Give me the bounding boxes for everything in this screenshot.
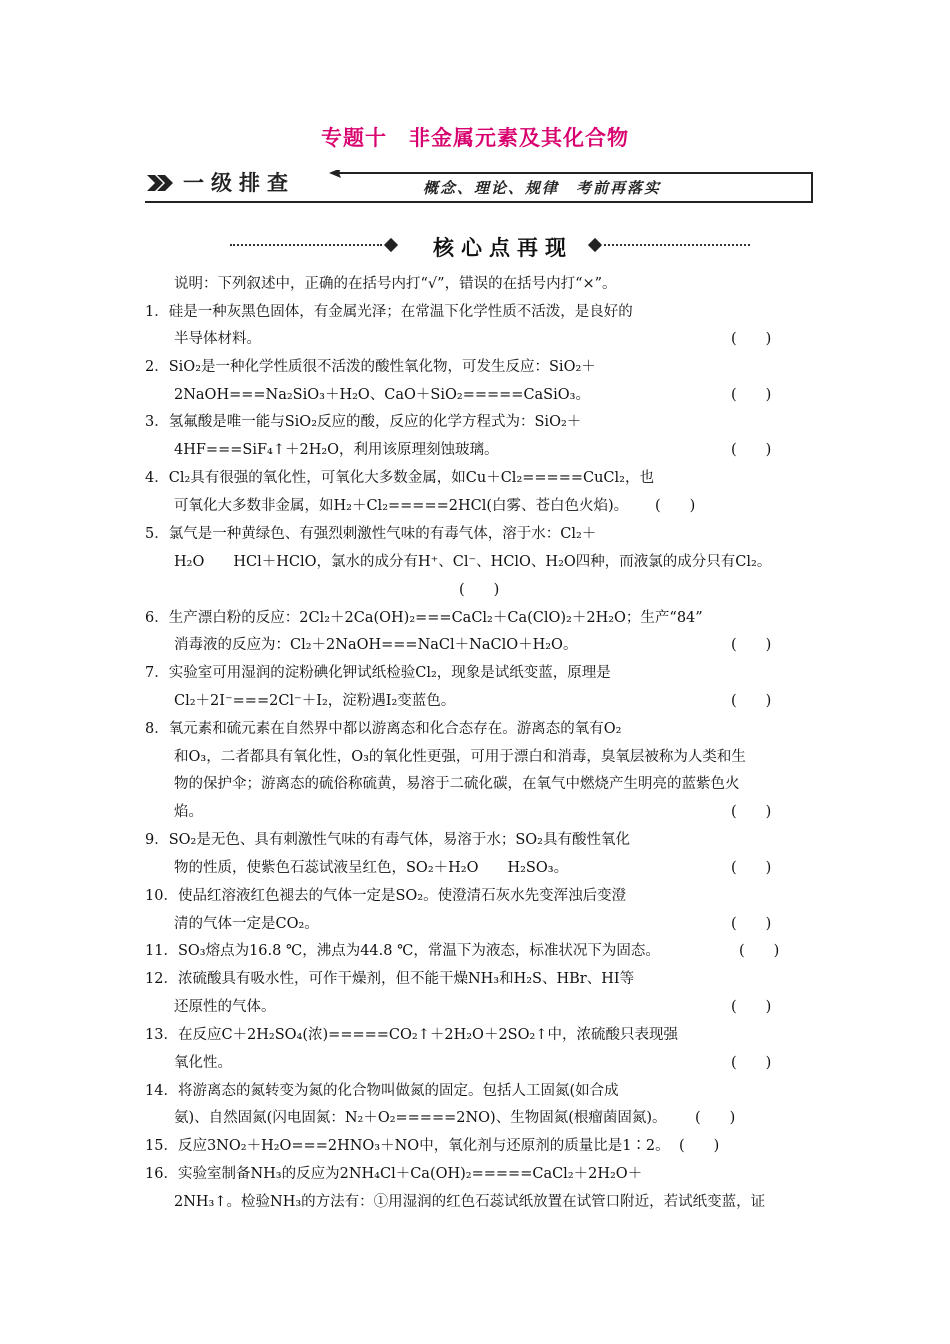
list-item: 1．硅是一种灰黑色固体，有金属光泽；在常温下化学性质不活泼，是良好的	[145, 304, 633, 320]
list-item-continuation: Cl₂＋2I⁻===2Cl⁻＋I₂，淀粉遇I₂变蓝色。	[174, 693, 456, 709]
list-item: 8．氧元素和硫元素在自然界中都以游离态和化合态存在。游离态的氧有O₂	[145, 721, 622, 737]
answer-blank[interactable]: ( )	[731, 1055, 772, 1071]
list-item: 6．生产漂白粉的反应：2Cl₂＋2Ca(OH)₂===CaCl₂＋Ca(ClO)₂＋2H₂O；生产“84”	[145, 610, 703, 626]
list-item-continuation: 可氧化大多数非金属，如H₂＋Cl₂=====2HCl(白雾、苍白色火焰)。	[174, 498, 629, 514]
list-item-continuation: 消毒液的反应为：Cl₂＋2NaOH===NaCl＋NaClO＋H₂O。	[174, 637, 578, 653]
list-item-continuation: 2NaOH===Na₂SiO₃＋H₂O、CaO＋SiO₂=====CaSiO₃。	[174, 387, 590, 403]
answer-blank[interactable]: ( )	[731, 637, 772, 653]
list-item-continuation: 4HF===SiF₄↑＋2H₂O，利用该原理刻蚀玻璃。	[174, 442, 499, 458]
list-item: 13．在反应C＋2H₂SO₄(浓)=====CO₂↑＋2H₂O＋2SO₂↑中，浓硫酸只表现强	[145, 1027, 678, 1043]
diamond-icon	[384, 238, 398, 252]
list-item-continuation: 物的保护伞；游离态的硫俗称硫黄，易溶于二硫化碳，在氧气中燃烧产生明亮的蓝紫色火	[174, 776, 740, 792]
answer-blank[interactable]: ( )	[731, 331, 772, 347]
list-item: 4．Cl₂具有很强的氧化性，可氧化大多数金属，如Cu＋Cl₂=====CuCl₂，也	[145, 470, 654, 486]
answer-blank[interactable]: ( )	[695, 1110, 736, 1126]
list-item: 12．浓硫酸具有吸水性，可作干燥剂，但不能干燥NH₃和H₂S、HBr、HI等	[145, 971, 635, 987]
list-item-continuation: 物的性质，使紫色石蕊试液呈红色，SO₂＋H₂O H₂SO₃。	[174, 860, 569, 876]
list-item: 5．氯气是一种黄绿色、有强烈刺激性气味的有毒气体，溶于水：Cl₂＋	[145, 526, 597, 542]
list-item: 14．将游离态的氮转变为氮的化合物叫做氮的固定。包括人工固氮(如合成	[145, 1083, 619, 1099]
list-item-continuation: 氧化性。	[174, 1055, 232, 1071]
list-item-continuation: 半导体材料。	[174, 331, 261, 347]
level-banner	[145, 170, 813, 204]
list-item: 11．SO₃熔点为16.8 ℃，沸点为44.8 ℃，常温下为液态，标准状况下为固态。	[145, 943, 660, 959]
section-title: 核心点再现	[433, 236, 573, 260]
answer-blank[interactable]: ( )	[731, 442, 772, 458]
answer-blank[interactable]: ( )	[731, 693, 772, 709]
list-item-continuation: H₂O HCl＋HClO，氯水的成分有H⁺、Cl⁻、HClO、H₂O四种，而液氯的成分只有Cl₂。	[174, 554, 772, 570]
list-item: 15．反应3NO₂＋H₂O===2HNO₃＋NO中，氧化剂与还原剂的质量比是1∶2。	[145, 1138, 670, 1154]
instructions: 说明：下列叙述中，正确的在括号内打“√”，错误的在括号内打“×”。	[174, 276, 617, 292]
answer-blank[interactable]: ( )	[459, 582, 500, 598]
list-item: 7．实验室可用湿润的淀粉碘化钾试纸检验Cl₂，现象是试纸变蓝，原理是	[145, 665, 611, 681]
answer-blank[interactable]: ( )	[739, 943, 780, 959]
page-title: 专题十 非金属元素及其化合物	[321, 126, 629, 150]
list-item: 3．氢氟酸是唯一能与SiO₂反应的酸，反应的化学方程式为：SiO₂＋	[145, 414, 582, 430]
answer-blank[interactable]: ( )	[731, 860, 772, 876]
chevron-right-icon	[147, 175, 173, 191]
banner-slogan: 概念、理论、规律 考前再落实	[423, 179, 662, 197]
answer-blank[interactable]: ( )	[655, 498, 696, 514]
level-label: 一级排查	[183, 171, 295, 195]
list-item: 9．SO₂是无色、具有刺激性气味的有毒气体，易溶于水；SO₂具有酸性氧化	[145, 832, 630, 848]
list-item-continuation: 还原性的气体。	[174, 999, 276, 1015]
list-item-continuation: 焰。	[174, 804, 203, 820]
left-dotted-rule	[230, 244, 382, 246]
list-item: 10．使品红溶液红色褪去的气体一定是SO₂。使澄清石灰水先变浑浊后变澄	[145, 888, 627, 904]
right-dotted-rule	[604, 244, 750, 246]
list-item-continuation: 氨)、自然固氮(闪电固氮：N₂＋O₂=====2NO)、生物固氮(根瘤菌固氮)。	[174, 1110, 667, 1126]
section-heading	[230, 232, 750, 262]
answer-blank[interactable]: ( )	[679, 1138, 720, 1154]
answer-blank[interactable]: ( )	[731, 999, 772, 1015]
list-item-continuation: 2NH₃↑。检验NH₃的方法有：①用湿润的红色石蕊试纸放置在试管口附近，若试纸变蓝，证	[174, 1194, 766, 1210]
answer-blank[interactable]: ( )	[731, 804, 772, 820]
answer-blank[interactable]: ( )	[731, 387, 772, 403]
list-item-continuation: 和O₃，二者都具有氧化性，O₃的氧化性更强，可用于漂白和消毒，臭氧层被称为人类和生	[174, 749, 746, 765]
list-item: 2．SiO₂是一种化学性质很不活泼的酸性氧化物，可发生反应：SiO₂＋	[145, 359, 596, 375]
list-item: 16．实验室制备NH₃的反应为2NH₄Cl＋Ca(OH)₂=====CaCl₂＋2H₂O＋	[145, 1166, 643, 1182]
answer-blank[interactable]: ( )	[731, 916, 772, 932]
list-item-continuation: 清的气体一定是CO₂。	[174, 916, 319, 932]
